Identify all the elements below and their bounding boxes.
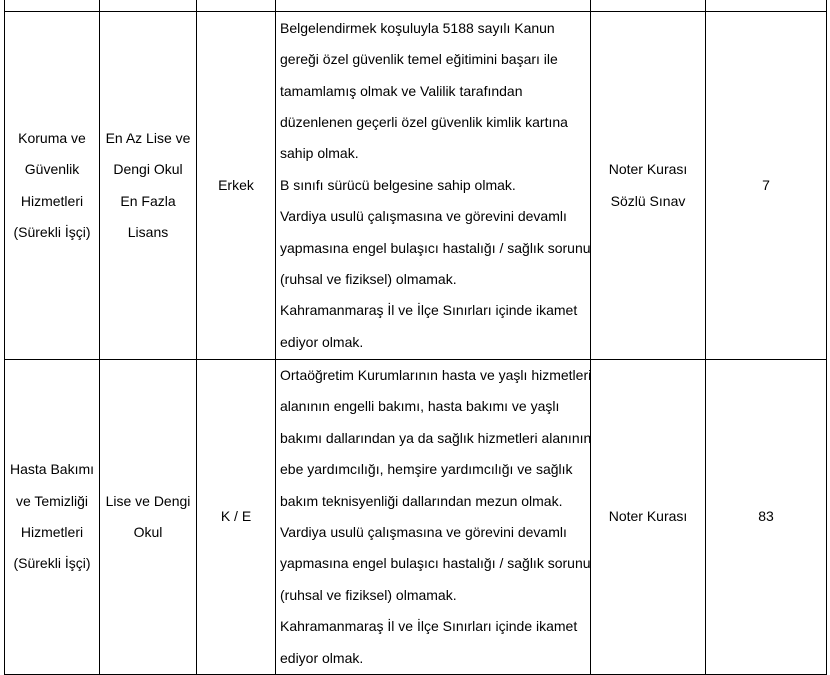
count-cell (706, 360, 827, 675)
position-line: (Sürekli İşçi) (13, 223, 91, 240)
education-cell (100, 360, 197, 675)
method-cell (591, 360, 706, 675)
education-line: En Fazla (120, 192, 176, 209)
position-line: ve Temizliği (15, 492, 89, 509)
requirement-line: bakım teknisyenliği dallarından mezun olmak. (280, 492, 563, 509)
education-line: Dengi Okul (113, 161, 183, 178)
position-line: (Sürekli İşçi) (13, 555, 91, 572)
requirement-line: (ruhsal ve fiziksel) olmamak. (280, 271, 457, 288)
requirement-line: ediyor olmak. (280, 333, 364, 350)
gender-cell (197, 360, 276, 675)
table-row (5, 12, 827, 360)
position-line: Koruma ve (18, 129, 86, 146)
table-cell (276, 0, 591, 12)
table-row-previous-partial (5, 0, 827, 12)
requirement-line: Belgelendirmek koşuluyla 5188 sayılı Kanun (280, 19, 555, 36)
table-row (5, 360, 827, 675)
method-line: Sözlü Sınav (610, 192, 686, 209)
education-line: Lisans (127, 223, 169, 240)
table-cell (197, 0, 276, 12)
requirement-line: Vardiya usulü çalışmasına ve görevini devamlı (280, 208, 567, 225)
method-line: Noter Kurası (608, 508, 688, 525)
method-cell (591, 12, 706, 360)
position-line: Hizmetleri (20, 524, 84, 541)
position-cell (5, 360, 100, 675)
position-line: Hizmetleri (20, 192, 84, 209)
count-cell (706, 12, 827, 360)
requirement-line: Ortaöğretim Kurumlarının hasta ve yaşlı hizmetleri (280, 367, 592, 383)
requirements-cell (276, 12, 591, 360)
requirement-line: ediyor olmak. (280, 649, 364, 666)
requirement-line: Vardiya usulü çalışmasına ve görevini devamlı (280, 524, 567, 541)
table-cell (5, 0, 100, 12)
requirement-line: ebe yardımcılığı, hemşire yardımcılığı ve sağlık (280, 461, 573, 478)
education-cell (100, 12, 197, 360)
education-line: Lise ve Dengi (105, 492, 191, 509)
position-cell (5, 12, 100, 360)
education-line: Okul (133, 524, 163, 541)
table-cell (706, 0, 827, 12)
table-cell (100, 0, 197, 12)
count-text: 83 (758, 508, 774, 525)
education-line: En Az Lise ve (105, 129, 191, 146)
requirement-line: (ruhsal ve fiziksel) olmamak. (280, 586, 457, 603)
requirement-line: yapmasına engel bulaşıcı hastalığı / sağlık sorunu (280, 239, 591, 256)
requirement-line: gereği özel güvenlik temel eğitimini başarı ile (280, 51, 558, 68)
requirement-line: alanının engelli bakımı, hasta bakımı ve yaşlı (280, 398, 560, 415)
requirements-cell (276, 360, 591, 675)
gender-text: Erkek (218, 176, 254, 193)
count-text: 7 (762, 176, 770, 193)
job-positions-table (4, 0, 827, 675)
gender-cell (197, 12, 276, 360)
requirement-line: sahip olmak. (280, 145, 359, 162)
gender-text: K / E (220, 508, 252, 525)
requirement-line: bakımı dallarından ya da sağlık hizmetleri alanının (280, 429, 592, 446)
method-line: Noter Kurası (608, 161, 688, 178)
table-cell (591, 0, 706, 12)
position-line: Hasta Bakımı (9, 461, 95, 478)
requirement-line: tamamlamış olmak ve Valilik tarafından (280, 82, 523, 99)
requirement-line: düzenlenen geçerli özel güvenlik kimlik kartına (280, 113, 568, 130)
position-line: Güvenlik (24, 161, 80, 178)
requirement-line: B sınıfı sürücü belgesine sahip olmak. (280, 176, 516, 193)
requirement-line: yapmasına engel bulaşıcı hastalığı / sağlık sorunu (280, 555, 591, 572)
requirement-line: Kahramanmaraş İl ve İlçe Sınırları içinde ikamet (280, 302, 578, 319)
requirement-line: Kahramanmaraş İl ve İlçe Sınırları içinde ikamet (280, 618, 578, 635)
